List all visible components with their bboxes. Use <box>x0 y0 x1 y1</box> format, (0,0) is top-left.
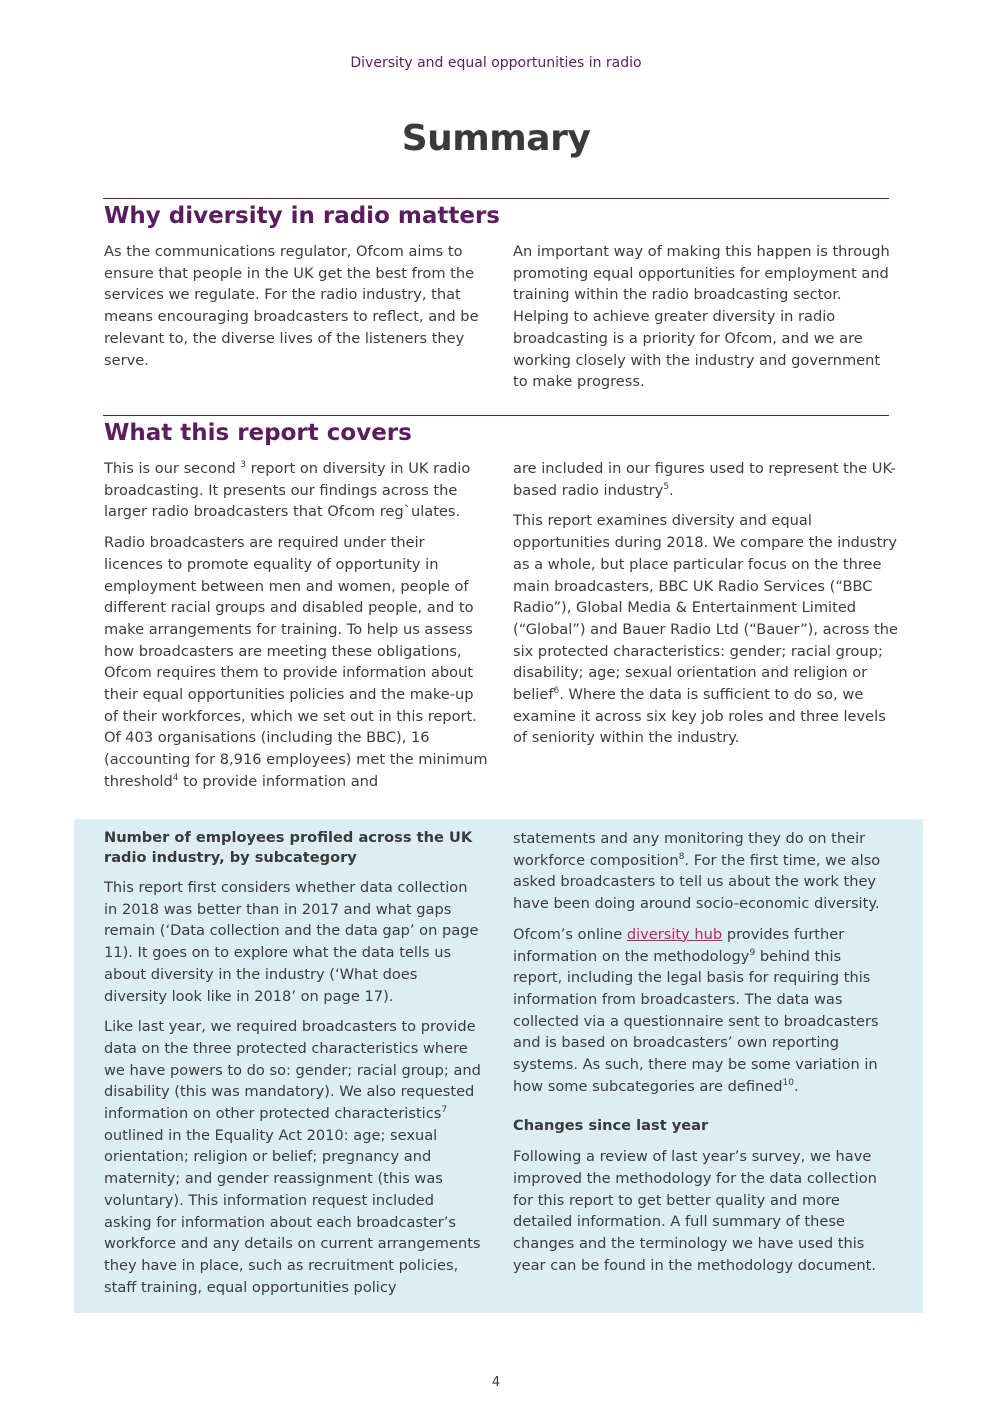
section-heading-why-diversity: Why diversity in radio matters <box>104 203 500 229</box>
diversity-hub-link[interactable]: diversity hub <box>626 925 723 943</box>
paragraph: An important way of making this happen is through promoting equal opportunities for employment and training within the radio broadcasting sector. Helping to achieve greater diversity in radio broadcasting is a priority for Ofcom, and we are working closely with the industry and government to make progress. <box>513 243 890 391</box>
section-heading-report-covers: What this report covers <box>104 420 412 446</box>
paragraph <box>513 828 893 915</box>
section1-left-column <box>104 241 488 380</box>
text: to provide information and <box>178 772 379 790</box>
text: report on diversity in UK radio broadcasting. It presents our findings across the larger radio broadcasters that Ofcom reg`ulates. <box>104 460 471 521</box>
paragraph <box>513 510 898 749</box>
footnote-ref[interactable]: 3 <box>240 460 246 471</box>
text: behind this report, including the legal basis for requiring this information from broadcasters. The data was collected via a questionnaire sent to broadcasters and is based on broadcasters’ own reporting systems. As such, there may be some variation in how some subcategories are defined <box>513 947 879 1095</box>
paragraph: This report first considers whether data collection in 2018 was better than in 2017 and what gaps remain (‘Data collection and the data gap’ on page 11). It goes on to explore what the data tells us about diversity in the industry (‘What does diversity look like in 2018’ on page 17). <box>104 879 479 1005</box>
box-heading: Number of employees profiled across the UK radio industry, by subcategory <box>104 829 473 866</box>
text: Ofcom’s online <box>513 925 627 943</box>
footnote-ref[interactable]: 5 <box>663 481 670 492</box>
footnote-ref[interactable]: 10 <box>782 1077 794 1088</box>
text: statements and any monitoring they do on their workforce composition <box>513 830 866 869</box>
box-left-column <box>104 828 482 1307</box>
section2-right-column <box>513 458 898 758</box>
text: . For the first time, we also asked broadcasters to tell us about the work they have been doing around socio-economic diversity. <box>513 851 881 913</box>
paragraph: As the communications regulator, Ofcom aims to ensure that people in the UK get the best from the services we regulate. For the radio industry, that means encouraging broadcasters to reflect, and be relevant to, the diverse lives of the listeners they serve. <box>104 243 479 369</box>
paragraph <box>104 532 488 792</box>
page-title: Summary <box>401 118 591 159</box>
paragraph: Following a review of last year’s survey, we have improved the methodology for the data collection for this report to get better quality and more detailed information. A full summary of these changes and the terminology we have used this year can be found in the methodology document. <box>513 1148 877 1274</box>
text: This is our second <box>104 460 241 477</box>
paragraph <box>513 458 898 501</box>
page-number: 4 <box>491 1375 501 1390</box>
section2-left-column <box>104 458 488 802</box>
text: outlined in the Equality Act 2010: age; sexual orientation; religion or belief; pregnancy and maternity; and gender reassignment (this was voluntary). This information request included asking for information about each broadcaster’s workforce and any details on current arrangements they have in place, such as recruitment policies, staff training, equal opportunities policy <box>104 1126 481 1296</box>
text: Radio broadcasters are required under their licences to promote equality of opportunity in employment between men and women, people of different racial groups and disabled people, and to make arrangements for training. To help us assess how broadcasters are meeting these obligations, Ofcom requires them to provide information about their equal opportunities policies and the make-up of their workforces, which we set out in this report. Of 403 organisations (including the BBC), 16 (accounting for 8,916 employees) met the minimum threshold <box>104 534 488 790</box>
section-divider <box>103 415 889 416</box>
footnote-ref[interactable]: 4 <box>172 772 179 783</box>
paragraph <box>104 1016 482 1298</box>
running-header: Diversity and equal opportunities in radio <box>350 55 642 71</box>
footnote-ref[interactable]: 8 <box>678 851 685 862</box>
paragraph <box>513 924 893 1098</box>
paragraph <box>104 458 488 523</box>
text: . Where the data is sufficient to do so, we examine it across six key job roles and three levels of seniority within the industry. <box>513 686 886 747</box>
footnote-ref[interactable]: 9 <box>749 947 756 958</box>
text: This report examines diversity and equal opportunities during 2018. We compare the industry as a whole, but place particular focus on the three main broadcasters, BBC UK Radio Services (“BBC Radio”), Global Media & Entertainment Limited (“Global”) and Bauer Radio Ltd (“Bauer”), across the six protected characteristics: gender; racial group; disability; age; sexual orientation and religion or belief <box>513 512 899 704</box>
text: . <box>794 1077 799 1095</box>
changes-heading: Changes since last year <box>513 1117 709 1135</box>
footnote-ref[interactable]: 6 <box>553 686 560 697</box>
text: Like last year, we required broadcasters to provide data on the three protected characteristics where we have powers to do so: gender; racial group; and disability (this was mandatory). We also requested information on other protected characteristics <box>104 1018 481 1123</box>
section1-right-column <box>513 241 898 402</box>
section-divider <box>103 198 889 199</box>
text: provides further information on the methodology <box>513 925 845 965</box>
text: . <box>669 481 674 499</box>
box-right-column <box>513 828 893 1285</box>
footnote-ref[interactable]: 7 <box>441 1105 448 1116</box>
text: are included in our figures used to represent the UK-based radio industry <box>513 460 896 499</box>
